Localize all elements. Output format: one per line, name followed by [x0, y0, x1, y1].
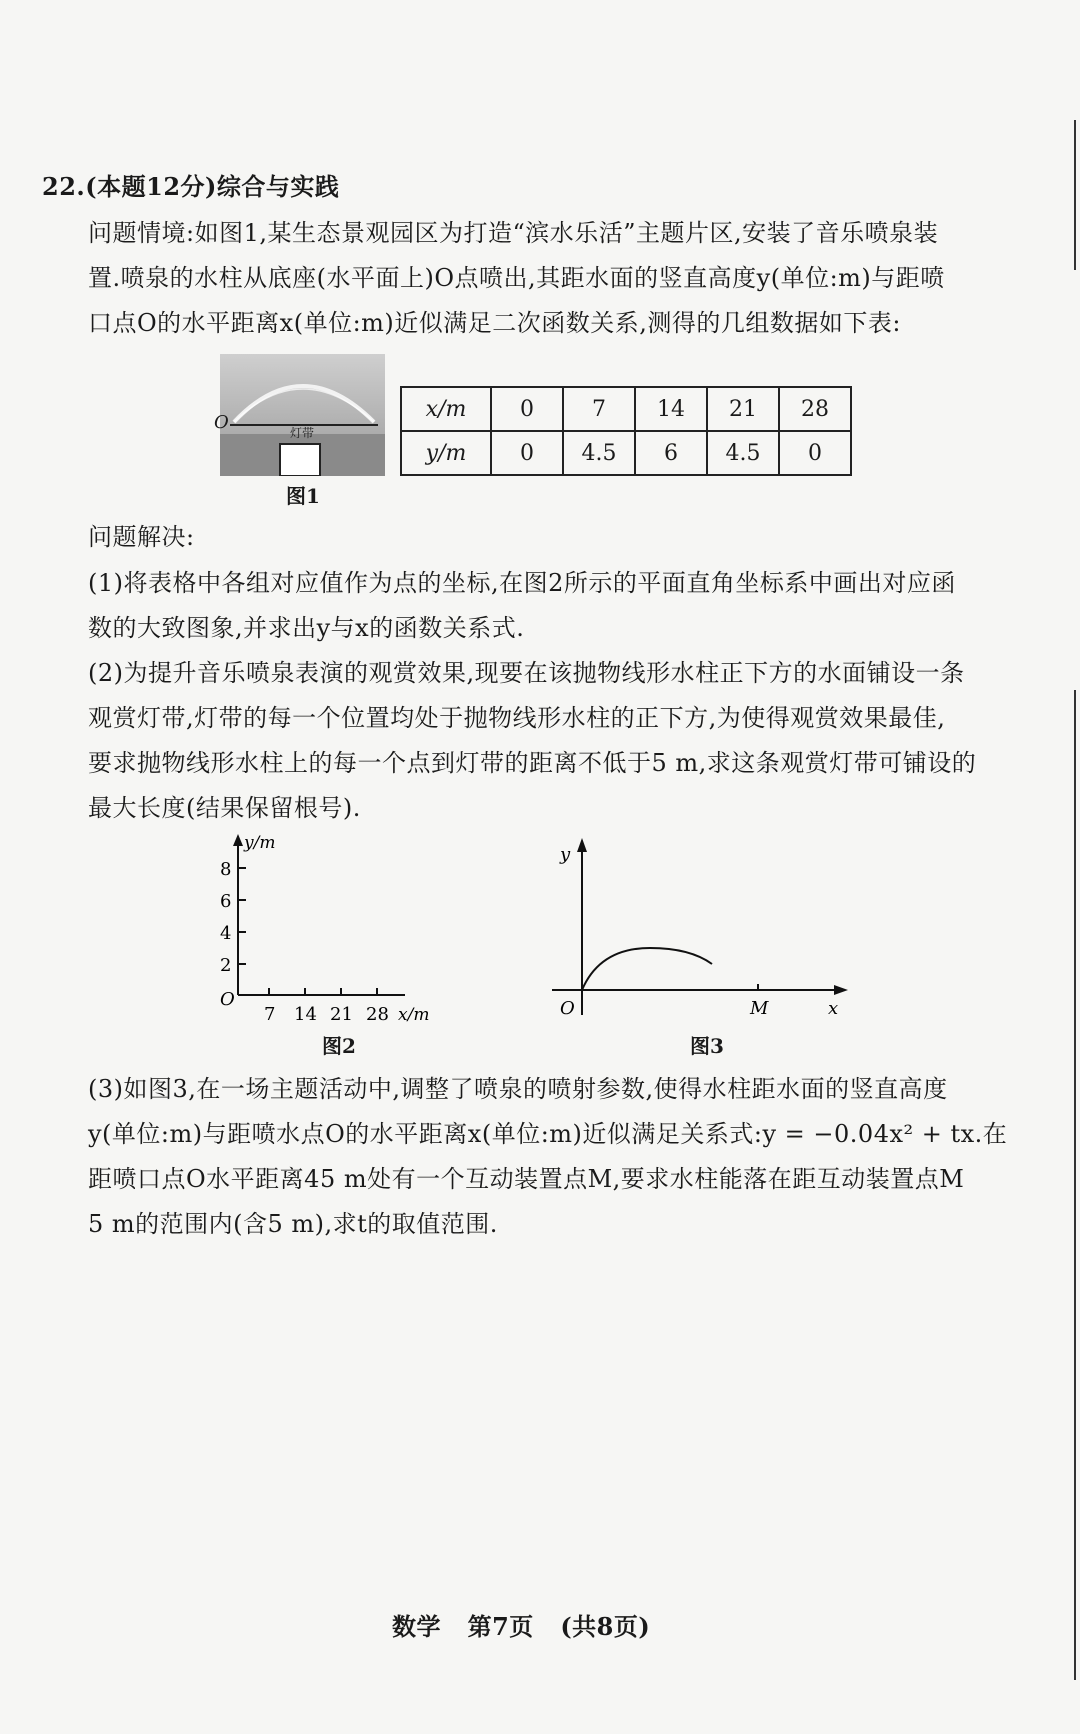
q3-line-3: 距喷口点O水平距离45 m处有一个互动装置点M,要求水柱能落在距互动装置点M — [88, 1165, 965, 1193]
figure2-x-tick: 21 — [330, 1004, 353, 1025]
figure2-x-tick: 7 — [264, 1004, 276, 1025]
figure2-caption: 图2 — [322, 1034, 356, 1058]
table-cell: 21 — [707, 387, 779, 431]
figure1-photo — [220, 354, 385, 476]
figure2-y-tick: 4 — [220, 923, 232, 944]
figure2-axes — [210, 830, 450, 1030]
table-header-y: y/m — [401, 431, 491, 475]
data-table — [400, 386, 852, 476]
table-cell: 28 — [779, 387, 851, 431]
q1-line-1: (1)将表格中各组对应值作为点的坐标,在图2所示的平面直角坐标系中画出对应函 — [88, 569, 956, 597]
figure3-graph — [540, 830, 860, 1030]
table-row-y — [401, 431, 851, 475]
figure2-y-tick: 8 — [220, 859, 232, 880]
binding-mark-top — [1074, 120, 1076, 270]
situation-line-2: 置.喷泉的水柱从底座(水平面上)O点喷出,其距水面的竖直高度y(单位:m)与距喷 — [88, 264, 945, 292]
problem-title: (本题12分)综合与实践 — [85, 172, 340, 201]
problem-number: 22. — [42, 172, 86, 201]
table-cell: 0 — [779, 431, 851, 475]
q1-line-2: 数的大致图象,并求出y与x的函数关系式. — [88, 614, 525, 642]
q3-line-1: (3)如图3,在一场主题活动中,调整了喷泉的喷射参数,使得水柱距水面的竖直高度 — [88, 1075, 948, 1103]
problem-header — [42, 172, 339, 202]
figure3-y-label: y — [560, 844, 571, 865]
figure3-x-label: x — [828, 998, 839, 1019]
figure2-x-label: x/m — [398, 1005, 430, 1025]
figure1-origin-label: O — [214, 412, 229, 433]
figure1-caption: 图1 — [286, 484, 320, 508]
page-footer: 数学 第7页 (共8页) — [392, 1612, 651, 1641]
figure2-x-tick: 28 — [366, 1004, 389, 1025]
figure3-m-label: M — [750, 998, 769, 1019]
q3-line-4: 5 m的范围内(含5 m),求t的取值范围. — [88, 1210, 498, 1238]
figure2-x-tick: 14 — [294, 1004, 317, 1025]
situation-line-1: 问题情境:如图1,某生态景观园区为打造“滨水乐活”主题片区,安装了音乐喷泉装 — [88, 219, 939, 247]
q2-line-1: (2)为提升音乐喷泉表演的观赏效果,现要在该抛物线形水柱正下方的水面铺设一条 — [88, 659, 965, 687]
table-cell: 0 — [491, 387, 563, 431]
figure3-caption: 图3 — [690, 1034, 724, 1058]
table-cell: 0 — [491, 431, 563, 475]
table-row-x — [401, 387, 851, 431]
figure2-y-label: y/m — [244, 833, 276, 853]
q3-line-2: y(单位:m)与距喷水点O的水平距离x(单位:m)近似满足关系式:y = −0.04x² + tx.在 — [88, 1120, 1008, 1148]
figure2-origin: O — [220, 989, 235, 1010]
q2-line-3: 要求抛物线形水柱上的每一个点到灯带的距离不低于5 m,求这条观赏灯带可铺设的 — [88, 749, 977, 777]
figure1-light-label: 灯带 — [290, 426, 315, 440]
q2-line-4: 最大长度(结果保留根号). — [88, 794, 361, 822]
table-cell: 4.5 — [707, 431, 779, 475]
table-cell: 14 — [635, 387, 707, 431]
q2-line-2: 观赏灯带,灯带的每一个位置均处于抛物线形水柱的正下方,为使得观赏效果最佳, — [88, 704, 946, 732]
binding-mark-bottom — [1074, 690, 1076, 1680]
figure2-y-tick: 2 — [220, 955, 232, 976]
table-cell: 7 — [563, 387, 635, 431]
table-header-x: x/m — [401, 387, 491, 431]
figure2-y-tick: 6 — [220, 891, 232, 912]
table-cell: 6 — [635, 431, 707, 475]
solve-heading: 问题解决: — [88, 523, 195, 551]
situation-line-3: 口点O的水平距离x(单位:m)近似满足二次函数关系,测得的几组数据如下表: — [88, 309, 901, 337]
figure3-origin: O — [560, 998, 575, 1019]
table-cell: 4.5 — [563, 431, 635, 475]
